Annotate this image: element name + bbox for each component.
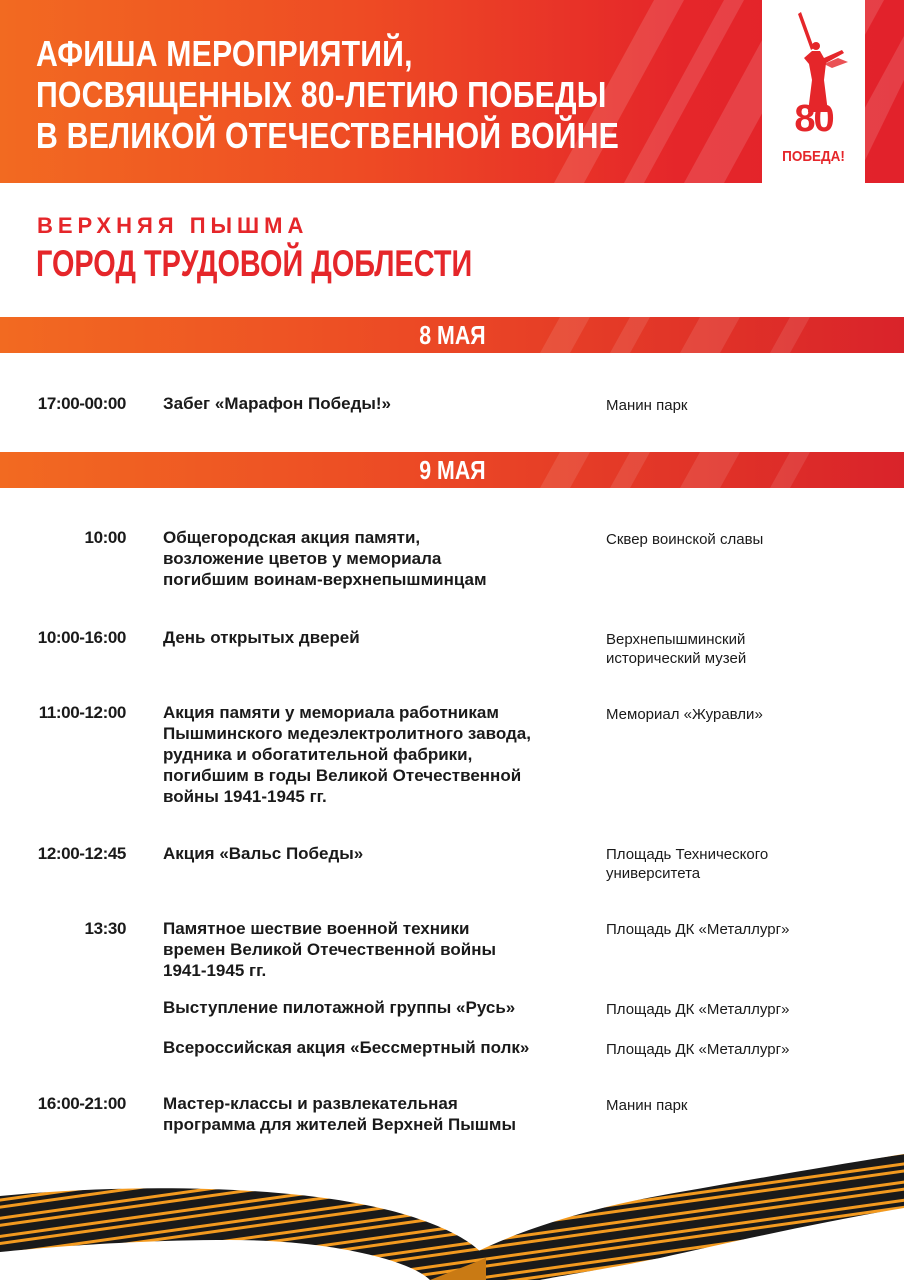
event-venue: [606, 1000, 886, 1019]
day-label-text: 9 МАЯ: [418, 455, 486, 485]
event-time: 13:30: [84, 919, 126, 938]
page-title-line: ПОСВЯЩЕННЫХ 80-ЛЕТИЮ ПОБЕДЫ: [36, 74, 607, 115]
page-title-line: В ВЕЛИКОЙ ОТЕЧЕСТВЕННОЙ ВОЙНЕ: [36, 115, 620, 156]
event-venue: [606, 1040, 886, 1059]
event-title-line: войны 1941-1945 гг.: [163, 787, 327, 806]
event-title-line: Общегородская акция памяти,: [163, 528, 421, 547]
event-title: [163, 702, 573, 807]
event-title: [163, 527, 573, 590]
event-venue-line: Манин парк: [606, 397, 688, 414]
event-title-line: Мастер-классы и развлекательная: [163, 1094, 458, 1113]
event-title: [163, 1093, 573, 1135]
event-title-line: возложение цветов у мемориала: [163, 549, 442, 568]
logo-word: ПОБЕДА!: [782, 148, 845, 165]
event-time: 17:00-00:00: [37, 394, 126, 413]
header-banner: [0, 0, 904, 183]
event-title: [163, 627, 573, 648]
event-title: [163, 1037, 573, 1058]
event-title-line: 1941-1945 гг.: [163, 961, 267, 980]
day-header: [0, 452, 904, 488]
page-title: [36, 33, 624, 156]
event-title: [163, 393, 573, 414]
event-venue-line: Площадь ДК «Металлург»: [606, 1001, 790, 1018]
event-venue-line: Верхнепышминский: [606, 631, 746, 648]
victory-80-logo: [762, 0, 865, 183]
page-title-line: АФИША МЕРОПРИЯТИЙ,: [36, 33, 413, 74]
event-title-line: погибшим в годы Великой Отечественной: [163, 766, 522, 785]
event-title-line: Акция памяти у мемориала работникам: [163, 703, 499, 722]
event-title-line: Всероссийская акция «Бессмертный полк»: [163, 1038, 530, 1057]
event-venue-line: Манин парк: [606, 1097, 688, 1114]
event-venue: [606, 1096, 886, 1115]
event-title-line: Акция «Вальс Победы»: [163, 844, 364, 863]
event-venue-line: Сквер воинской славы: [606, 531, 764, 548]
day-header: [0, 317, 904, 353]
city-subtitle: ГОРОД ТРУДОВОЙ ДОБЛЕСТИ: [36, 243, 473, 284]
event-venue: [606, 845, 886, 883]
event-venue-line: университета: [606, 865, 701, 882]
event-time: 10:00: [84, 528, 126, 547]
day-label: [0, 317, 904, 353]
event-venue: [606, 630, 886, 668]
event-venue: [606, 396, 886, 415]
event-title-line: рудника и обогатительной фабрики,: [163, 745, 473, 764]
event-time: 11:00-12:00: [38, 703, 126, 722]
event-time: 16:00-21:00: [37, 1094, 126, 1113]
event-title: [163, 843, 573, 864]
event-venue: [606, 705, 886, 724]
event-title: [163, 918, 573, 981]
day-label-text: 8 МАЯ: [418, 320, 486, 350]
event-title-line: Выступление пилотажной группы «Русь»: [163, 998, 516, 1017]
event-title: [163, 997, 573, 1018]
event-venue: [606, 530, 886, 549]
event-title-line: Памятное шествие военной техники: [163, 919, 470, 938]
event-title-line: погибшим воинам-верхнепышминцам: [163, 570, 487, 589]
event-time: 10:00-16:00: [37, 628, 126, 647]
event-title-line: Пышминского медеэлектролитного завода,: [163, 724, 531, 743]
event-title-line: День открытых дверей: [163, 628, 360, 647]
event-venue-line: Площадь ДК «Металлург»: [606, 1041, 790, 1058]
logo-number: 80: [794, 98, 833, 140]
event-time: 12:00-12:45: [37, 844, 126, 863]
day-label: [0, 452, 904, 488]
event-title-line: времен Великой Отечественной войны: [163, 940, 496, 959]
event-venue: [606, 920, 886, 939]
event-title-line: программа для жителей Верхней Пышмы: [163, 1115, 517, 1134]
event-venue-line: исторический музей: [606, 650, 747, 667]
st-george-ribbon-icon: [0, 1140, 904, 1280]
event-venue-line: Площадь ДК «Металлург»: [606, 921, 790, 938]
event-title-line: Забег «Марафон Победы!»: [163, 394, 391, 413]
event-venue-line: Мемориал «Журавли»: [606, 706, 763, 723]
city-name: ВЕРХНЯЯ ПЫШМА: [37, 213, 309, 238]
event-venue-line: Площадь Технического: [606, 846, 769, 863]
